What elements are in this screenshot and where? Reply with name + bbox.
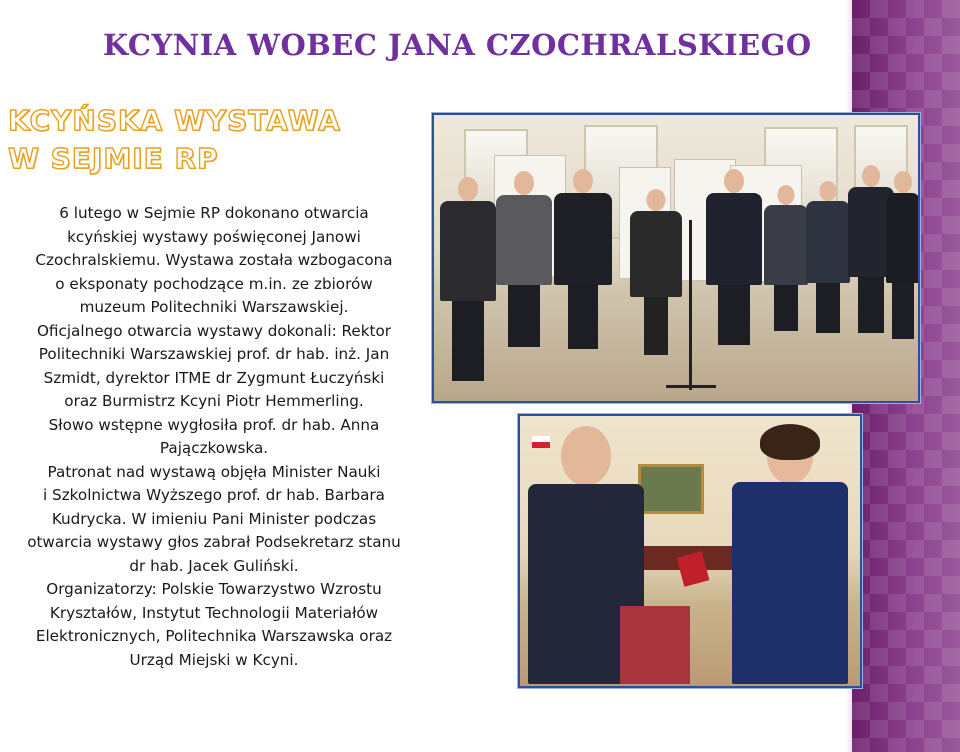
page-title: KCYNIA WOBEC JANA CZOCHRALSKIEGO [103, 28, 812, 62]
article-body [0, 202, 428, 672]
body-line: Szmidt, dyrektor ITME dr Zygmunt Łuczyński [43, 368, 385, 387]
body-line: Organizatorzy: Polskie Towarzystwo Wzrostu [46, 580, 382, 598]
person-figure [764, 185, 808, 335]
person-figure [806, 181, 850, 337]
body-line: muzeum Politechniki Warszawskiej. [79, 298, 349, 316]
microphone-stand [689, 220, 692, 390]
person-figure [554, 169, 612, 355]
microphone-stand-base [666, 385, 716, 388]
body-line: 6 lutego w Sejmie RP dokonano otwarcia [59, 204, 369, 222]
body-line: Kudrycka. W imieniu Pani Minister podczas [51, 509, 377, 528]
body-line: Oficjalnego otwarcia wystawy dokonali: Rektor [36, 321, 392, 340]
person-figure [706, 169, 762, 349]
body-line: Politechniki Warszawskiej prof. dr hab. inż. Jan [38, 345, 390, 363]
gift-bag [620, 606, 690, 684]
section-heading-line-1: KCYŃSKA WYSTAWA [8, 104, 341, 137]
body-line: Pajączkowska. [159, 439, 269, 457]
body-line: Słowo wstępne wygłosiła prof. dr hab. Anna [48, 415, 380, 434]
body-line: i Szkolnictwa Wyższego prof. dr hab. Barbara [43, 486, 385, 504]
person-figure [496, 171, 552, 351]
wall-painting [638, 464, 704, 514]
person-figure [630, 189, 682, 359]
body-line: otwarcia wystawy głos zabrał Podsekretarz stanu [27, 533, 401, 551]
person-figure [886, 171, 920, 341]
section-heading [8, 102, 341, 178]
body-line: Urząd Miejski w Kcyni. [129, 650, 299, 669]
body-line: Kryształów, Instytut Technologii Materiałów [49, 603, 379, 622]
body-line: dr hab. Jacek Guliński. [129, 556, 299, 575]
person-figure [440, 177, 496, 387]
exhibition-group-photo [432, 113, 920, 403]
body-line: Elektronicznych, Politechnika Warszawska oraz [35, 627, 393, 645]
body-line: oraz Burmistrz Kcyni Piotr Hemmerling. [64, 392, 364, 410]
body-line: Czochralskiemu. Wystawa została wzbogacona [35, 251, 393, 269]
person-figure-woman [732, 428, 848, 684]
section-heading-line-2: W SEJMIE RP [8, 142, 219, 175]
body-line: o eksponaty pochodzące m.in. ze zbiorów [55, 274, 373, 293]
body-line: Patronat nad wystawą objęła Minister Nauki [47, 462, 381, 481]
body-line: kcyńskiej wystawy poświęconej Janowi [67, 227, 361, 246]
award-ceremony-photo [518, 414, 862, 688]
